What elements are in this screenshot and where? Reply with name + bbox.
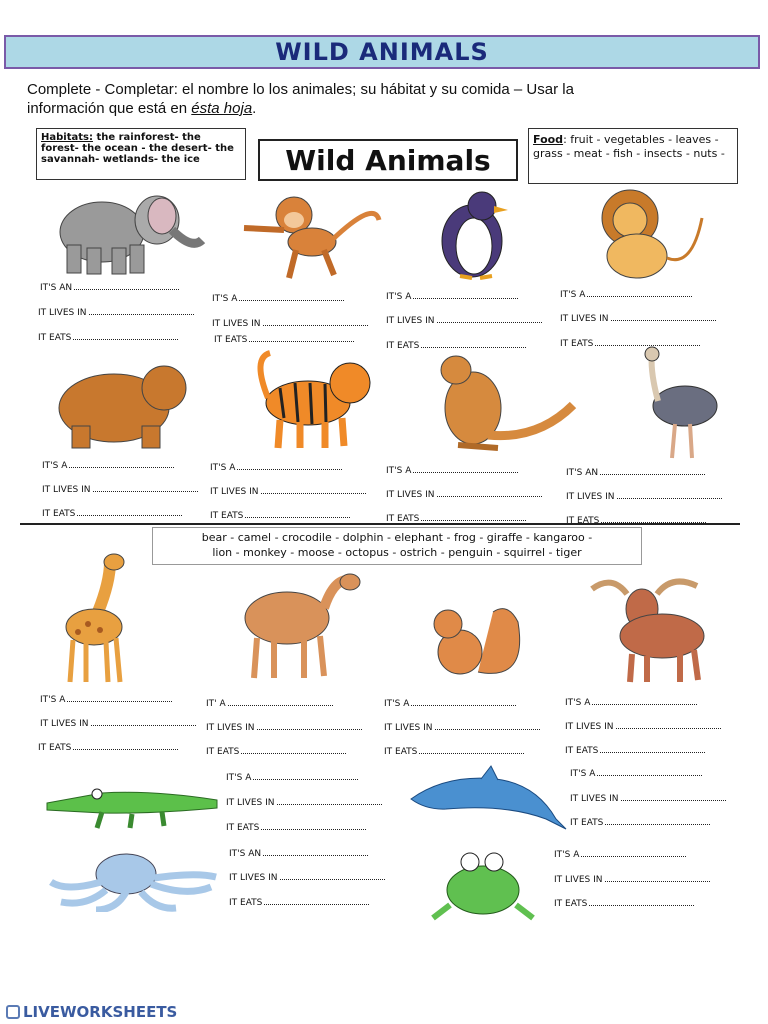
entry-frog-eats[interactable]: IT EATS <box>554 897 694 909</box>
answer-blank[interactable] <box>93 483 198 492</box>
answer-blank[interactable] <box>261 821 366 830</box>
answer-blank[interactable] <box>257 721 362 730</box>
entry-dolphin-its[interactable]: IT'S A <box>570 767 702 779</box>
entry-lion-eats[interactable]: IT EATS <box>560 337 700 349</box>
entry-bear-its[interactable]: IT'S A <box>42 459 174 471</box>
entry-dolphin-eats[interactable]: IT EATS <box>570 816 710 828</box>
entry-kangaroo-its[interactable]: IT'S A <box>386 464 518 476</box>
penguin-image <box>432 186 512 281</box>
answer-blank[interactable] <box>616 720 721 729</box>
squirrel-image <box>418 602 533 682</box>
entry-frog-its[interactable]: IT'S A <box>554 848 686 860</box>
answer-blank[interactable] <box>277 796 382 805</box>
entry-moose-lives[interactable]: IT LIVES IN <box>565 720 721 732</box>
entry-squirrel-lives[interactable]: IT LIVES IN <box>384 721 540 733</box>
entry-elephant-lives[interactable]: IT LIVES IN <box>38 306 194 318</box>
answer-blank[interactable] <box>241 745 346 754</box>
entry-frog-lives[interactable]: IT LIVES IN <box>554 873 710 885</box>
entry-bear-eats[interactable]: IT EATS <box>42 507 182 519</box>
answer-blank[interactable] <box>74 281 179 290</box>
entry-ostrich-lives[interactable]: IT LIVES IN <box>566 490 722 502</box>
entry-octopus-its[interactable]: IT'S AN <box>229 847 368 859</box>
answer-blank[interactable] <box>589 897 694 906</box>
entry-squirrel-eats[interactable]: IT EATS <box>384 745 524 757</box>
answer-blank[interactable] <box>601 514 706 523</box>
food-box <box>528 128 738 184</box>
entry-moose-its[interactable]: IT'S A <box>565 696 697 708</box>
entry-penguin-its[interactable]: IT'S A <box>386 290 518 302</box>
food-list: : fruit - vegetables - leaves - grass - meat - fish - insects - nuts - <box>533 133 725 160</box>
answer-blank[interactable] <box>263 847 368 856</box>
answer-blank[interactable] <box>421 339 526 348</box>
answer-blank[interactable] <box>595 337 700 346</box>
entry-penguin-lives[interactable]: IT LIVES IN <box>386 314 542 326</box>
answer-blank[interactable] <box>280 871 385 880</box>
word-bank-line-1: bear - camel - crocodile - dolphin - elephant - frog - giraffe - kangaroo - <box>201 531 593 544</box>
word-bank <box>152 527 642 565</box>
habitats-list: the rainforest- the forest- the ocean - the desert- the savannah- wetlands- the ice <box>41 132 234 165</box>
answer-blank[interactable] <box>228 697 333 706</box>
answer-blank[interactable] <box>597 767 702 776</box>
entry-monkey-eats[interactable]: IT EATS <box>214 333 354 345</box>
entry-crocodile-lives[interactable]: IT LIVES IN <box>226 796 382 808</box>
tiger-image <box>250 348 380 453</box>
entry-camel-its[interactable]: IT' A <box>206 697 333 709</box>
monkey-image <box>234 190 384 285</box>
bear-image <box>52 358 192 453</box>
answer-blank[interactable] <box>435 721 540 730</box>
title-bar <box>4 35 760 69</box>
dolphin-image <box>406 764 571 834</box>
answer-blank[interactable] <box>621 792 726 801</box>
answer-blank[interactable] <box>73 741 178 750</box>
frog-image <box>428 850 538 922</box>
answer-blank[interactable] <box>73 331 178 340</box>
habitats-box <box>36 128 246 180</box>
habitats-label: Habitats: <box>41 132 93 143</box>
answer-blank[interactable] <box>600 744 705 753</box>
answer-blank[interactable] <box>69 459 174 468</box>
answer-blank[interactable] <box>77 507 182 516</box>
entry-tiger-eats[interactable]: IT EATS <box>210 509 350 521</box>
answer-blank[interactable] <box>237 461 342 470</box>
entry-tiger-lives[interactable]: IT LIVES IN <box>210 485 366 497</box>
entry-giraffe-eats[interactable]: IT EATS <box>38 741 178 753</box>
instructions-line-1: Complete - Completar: el nombre lo los animales; su hábitat y su comida – Usar la <box>27 81 574 98</box>
liveworksheets-icon <box>6 1005 20 1019</box>
entry-ostrich-eats[interactable]: IT EATS <box>566 514 706 526</box>
entry-bear-lives[interactable]: IT LIVES IN <box>42 483 198 495</box>
entry-octopus-eats[interactable]: IT EATS <box>229 896 369 908</box>
answer-blank[interactable] <box>605 873 710 882</box>
entry-monkey-lives[interactable]: IT LIVES IN <box>212 317 368 329</box>
page-title: WILD ANIMALS <box>275 38 489 66</box>
kangaroo-image <box>428 350 578 455</box>
entry-giraffe-lives[interactable]: IT LIVES IN <box>40 717 196 729</box>
instructions-line-2: información que está en ésta hoja. <box>27 100 257 117</box>
entry-lion-lives[interactable]: IT LIVES IN <box>560 312 716 324</box>
answer-blank[interactable] <box>413 464 518 473</box>
food-label: Food <box>533 133 564 146</box>
entry-moose-eats[interactable]: IT EATS <box>565 744 705 756</box>
entry-tiger-its[interactable]: IT'S A <box>210 461 342 473</box>
word-bank-line-2: lion - monkey - moose - octopus - ostrich - penguin - squirrel - tiger <box>212 546 582 559</box>
ostrich-image <box>630 346 725 461</box>
answer-blank[interactable] <box>67 693 172 702</box>
entry-ostrich-its[interactable]: IT'S AN <box>566 466 705 478</box>
lion-image <box>582 188 717 283</box>
answer-blank[interactable] <box>587 288 692 297</box>
elephant-image <box>42 190 212 280</box>
entry-squirrel-its[interactable]: IT'S A <box>384 697 516 709</box>
answer-blank[interactable] <box>249 333 354 342</box>
answer-blank[interactable] <box>264 896 369 905</box>
entry-octopus-lives[interactable]: IT LIVES IN <box>229 871 385 883</box>
answer-blank[interactable] <box>91 717 196 726</box>
entry-crocodile-eats[interactable]: IT EATS <box>226 821 366 833</box>
entry-monkey-its[interactable]: IT'S A <box>212 292 344 304</box>
entry-elephant-eats[interactable]: IT EATS <box>38 331 178 343</box>
entry-lion-its[interactable]: IT'S A <box>560 288 692 300</box>
answer-blank[interactable] <box>89 306 194 315</box>
liveworksheets-logo[interactable] <box>6 1003 177 1021</box>
answer-blank[interactable] <box>421 512 526 521</box>
entry-camel-eats[interactable]: IT EATS <box>206 745 346 757</box>
entry-kangaroo-eats[interactable]: IT EATS <box>386 512 526 524</box>
crocodile-image <box>42 778 222 833</box>
camel-image <box>232 568 362 683</box>
answer-blank[interactable] <box>592 696 697 705</box>
answer-blank[interactable] <box>581 848 686 857</box>
entry-elephant-its[interactable]: IT'S AN <box>40 281 179 293</box>
instructions-sheet-link: ésta hoja <box>191 100 253 117</box>
answer-blank[interactable] <box>245 509 350 518</box>
answer-blank[interactable] <box>253 771 358 780</box>
entry-crocodile-its[interactable]: IT'S A <box>226 771 358 783</box>
answer-blank[interactable] <box>261 485 366 494</box>
answer-blank[interactable] <box>411 697 516 706</box>
entry-camel-lives[interactable]: IT LIVES IN <box>206 721 362 733</box>
answer-blank[interactable] <box>413 290 518 299</box>
wild-animals-heading: Wild Animals <box>258 139 518 181</box>
entry-penguin-eats[interactable]: IT EATS <box>386 339 526 351</box>
answer-blank[interactable] <box>263 317 368 326</box>
moose-image <box>572 574 717 684</box>
octopus-image <box>46 852 221 912</box>
giraffe-image <box>58 552 138 687</box>
entry-dolphin-lives[interactable]: IT LIVES IN <box>570 792 726 804</box>
answer-blank[interactable] <box>437 488 542 497</box>
liveworksheets-label: LIVEWORKSHEETS <box>23 1003 178 1021</box>
answer-blank[interactable] <box>239 292 344 301</box>
answer-blank[interactable] <box>605 816 710 825</box>
instructions <box>27 80 727 118</box>
answer-blank[interactable] <box>600 466 705 475</box>
answer-blank[interactable] <box>437 314 542 323</box>
answer-blank[interactable] <box>611 312 716 321</box>
entry-giraffe-its[interactable]: IT'S A <box>40 693 172 705</box>
entry-kangaroo-lives[interactable]: IT LIVES IN <box>386 488 542 500</box>
answer-blank[interactable] <box>419 745 524 754</box>
answer-blank[interactable] <box>617 490 722 499</box>
